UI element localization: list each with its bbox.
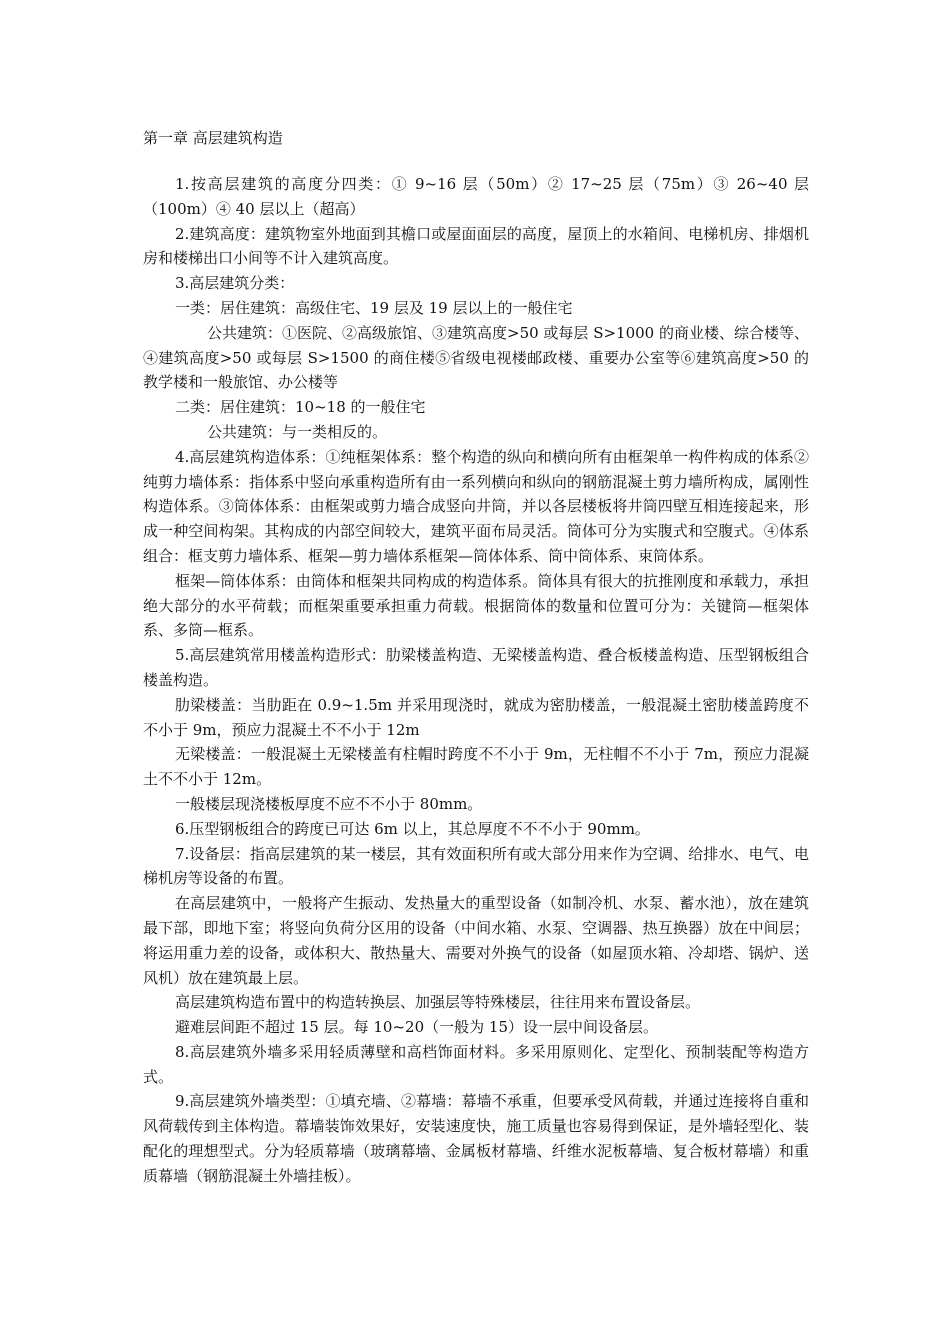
paragraph: 二类：居住建筑：10~18 的一般住宅 (175, 398, 426, 417)
document-body (143, 172, 809, 1189)
paragraph: 2.建筑高度：建筑物室外地面到其檐口或屋面面层的高度，屋顶上的水箱间、电梯机房、排烟机房和楼梯出口小间等不计入建筑高度。 (143, 224, 809, 268)
paragraph: 9.高层建筑外墙类型：①填充墙、②幕墙：幕墙不承重，但要承受风荷载，并通过连接将自重和风荷载传到主体构造。幕墙装饰效果好，安装速度快，施工质量也容易得到保证，是外墙轻型化、装配化的理想型式。分为轻质幕墙（玻璃幕墙、金属板材幕墙、纤维水泥板幕墙、复合板材幕墙）和重质幕墙（钢筋混凝土外墙挂板）。 (143, 1092, 809, 1185)
paragraph: 4.高层建筑构造体系：①纯框架体系：整个构造的纵向和横向所有由框架单一构件构成的体系②纯剪力墙体系：指体系中竖向承重构造所有由一系列横向和纵向的钢筋混凝土剪力墙所构成，属刚性构造体系。③筒体体系：由框架或剪力墙合成竖向井筒，并以各层楼板将井筒四壁互相连接起来，形成一种空间构架。其构成的内部空间较大，建筑平面布局灵活。筒体可分为实腹式和空腹式。④体系组合：框支剪力墙体系、框架—剪力墙体系框架—筒体体系、筒中筒体系、束筒体系。 (143, 447, 809, 565)
paragraph: 公共建筑：①医院、②高级旅馆、③建筑高度>50 或每层 S>1000 的商业楼、综合楼等、④建筑高度>50 或每层 S>1500 的商住楼⑤省级电视楼邮政楼、重要办公室等⑥建筑高度>50 的教学楼和一般旅馆、办公楼等 (143, 323, 809, 392)
paragraph: 3.高层建筑分类： (175, 274, 295, 293)
paragraph: 无梁楼盖：一般混凝土无梁楼盖有柱帽时跨度不不小于 9m，无柱帽不不小于 7m，预应力混凝土不不小于 12m。 (143, 745, 809, 789)
paragraph: 8.高层建筑外墙多采用轻质薄壁和高档饰面材料。多采用原则化、定型化、预制装配等构造方式。 (143, 1042, 809, 1086)
paragraph: 5.高层建筑常用楼盖构造形式：肋梁楼盖构造、无梁楼盖构造、叠合板楼盖构造、压型钢板组合楼盖构造。 (143, 646, 809, 689)
paragraph: 1.按高层建筑的高度分四类：① 9~16 层（50m）② 17~25 层（75m）③ 26~40 层（100m）④ 40 层以上（超高） (143, 175, 809, 218)
paragraph: 一般楼层现浇楼板厚度不应不不小于 80mm。 (175, 794, 483, 813)
paragraph: 避难层间距不超过 15 层。每 10~20（一般为 15）设一层中间设备层。 (175, 1018, 658, 1037)
paragraph: 肋梁楼盖：当肋距在 0.9~1.5m 并采用现浇时，就成为密肋楼盖，一般混凝土密肋楼盖跨度不不小于 9m，预应力混凝土不不小于 12m (143, 695, 809, 739)
paragraph: 公共建筑：与一类相反的。 (207, 422, 388, 441)
paragraph: 框架—筒体体系：由筒体和框架共同构成的构造体系。筒体具有很大的抗推刚度和承载力，承担绝大部分的水平荷载；而框架重要承担重力荷载。根据筒体的数量和位置可分为：关键筒—框架体系、多筒—框系。 (143, 571, 809, 640)
paragraph: 6.压型钢板组合的跨度已可达 6m 以上，其总厚度不不不小于 90mm。 (175, 819, 650, 838)
paragraph: 一类：居住建筑：高级住宅、19 层及 19 层以上的一般住宅 (175, 298, 573, 317)
chapter-title: 第一章 高层建筑构造 (143, 129, 283, 147)
paragraph: 7.设备层：指高层建筑的某一楼层，其有效面积所有或大部分用来作为空调、给排水、电气、电梯机房等设备的布置。 (143, 844, 809, 888)
paragraph: 高层建筑构造布置中的构造转换层、加强层等特殊楼层，往往用来布置设备层。 (175, 993, 701, 1012)
paragraph: 在高层建筑中，一般将产生振动、发热量大的重型设备（如制冷机、水泵、蓄水池），放在建筑最下部，即地下室；将竖向负荷分区用的设备（中间水箱、水泵、空调器、热互换器）放在中间层；将运用重力差的设备，或体积大、散热量大、需要对外换气的设备（如屋顶水箱、冷却塔、锅炉、送风机）放在建筑最上层。 (143, 894, 809, 987)
